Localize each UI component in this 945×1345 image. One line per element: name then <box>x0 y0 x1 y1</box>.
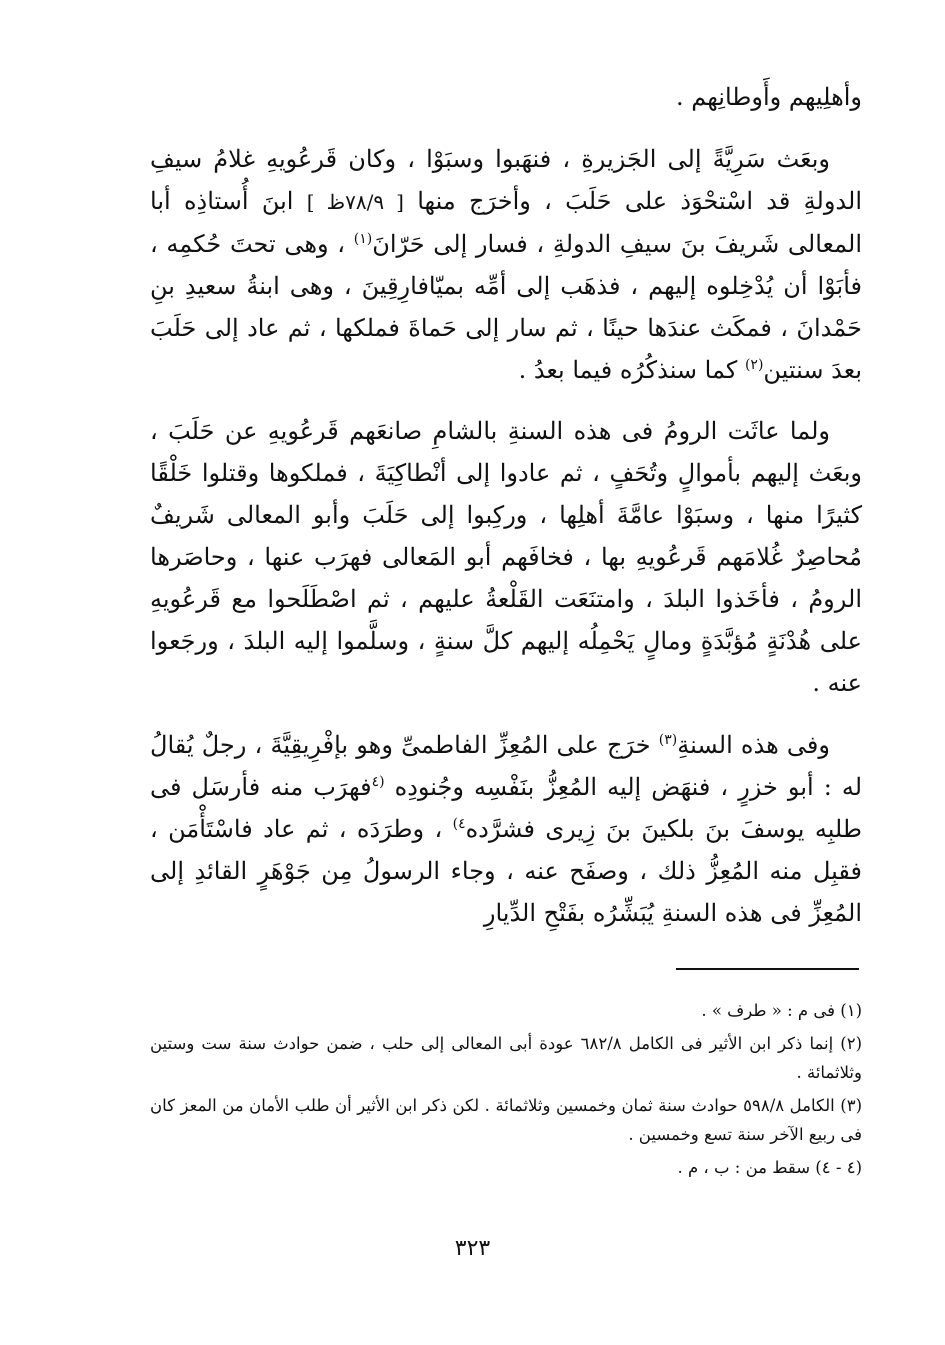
paragraph-3-text-c: فهرَب منه فأرسَل فى طلبِه يوسفَ بنَ بلكينَ بنَ زِيرى فشرَّده <box>150 773 862 843</box>
footnote-separator-rule <box>676 968 859 970</box>
paragraph-3-text-d: ، وطرَدَه ، ثم عاد فاسْتَأْمَن ، فقبِل منه المُعِزُّ ذلك ، وصفَح عنه ، وجاء الرسولُ مِن جَوْهَرٍ القائدِ إلى المُعِزِّ فى هذه السنةِ يُبَشِّرُه بفَتْحِ الدِّيارِ <box>150 815 862 927</box>
footnote-marker-2[interactable]: (٢) <box>744 357 764 373</box>
paragraph-1-text-a: وبعَث سَرِيَّةً إلى الجَزيرةِ ، فنهَبوا وسبَوْا ، وكان قَرعُويهِ غلامُ سيفِ الدولةِ قد اسْتحْوَذ على حَلَبَ ، وأخرَج منها <box>150 145 862 215</box>
footnote-marker-4-close[interactable]: ٤) <box>452 816 466 832</box>
paragraph-1-text-d: كما سنذكُرُه فيما بعدُ . <box>518 356 738 384</box>
footnotes-section <box>150 996 862 1186</box>
paragraph-2: ولما عاثَت الرومُ فى هذه السنةِ بالشامِ صانعَهم قَرعُويهِ عن حَلَبَ ، وبعَث إليهم بأموالٍ وتُحَفٍ ، ثم عادوا إلى أنْطاكِيَةَ ، فملكوها وقتلوا خَلْقًا كثيرًا منها ، وسبَوْا عامَّةَ أهلِها ، وركِبوا إلى حَلَبَ وأبو المعالى شَريفٌ مُحاصِرٌ غُلامَهم قَرعُويهِ بها ، فخافَهم أبو المَعالى فهرَب عنها ، وحاصَرها الرومُ ، فأخَذوا البلدَ ، وامتنَعَت القَلْعةُ عليهم ، ثم اصْطَلَحوا مع قَرعُويهِ على هُدْنَةٍ مُؤبَّدَةٍ ومالٍ يَحْمِلُه إليهم كلَّ سنةٍ ، وسلَّموا إليه البلدَ ، ورجَعوا عنه . <box>150 417 863 697</box>
paragraph-1-text-c: ، وهى تحتَ حُكمِه ، فأبَوْا أن يُدْخِلوه إليهم ، فذهَب إلى أمِّه بميّافارِقِينَ ، وهى ابنةُ سعيدِ بنِ حَمْدانَ ، فمكَث عندَها حينًا ، ثم سار إلى حَماةَ فملكها ، ثم عاد إلى حَلَبَ بعدَ سنتين <box>150 230 862 384</box>
footnote-1: (١) فى م : « طرف » . <box>701 1001 862 1020</box>
paragraph-3-block <box>150 724 862 934</box>
footnote-marker-4-open[interactable]: (٤ <box>371 774 385 790</box>
page-number: ٣٢٣ <box>454 1236 491 1261</box>
footnote-marker-3[interactable]: (٣) <box>658 732 678 748</box>
paragraph-1-text-b: ابنَ أُستاذِه أبا المعالى شَريفَ بنَ سيفِ الدولةِ ، فسار إلى حَرّانَ <box>150 187 862 258</box>
paragraph-0: وأهلِيهم وأَوطانِهم . <box>676 83 862 111</box>
paragraph-continuation <box>150 76 862 118</box>
paragraph-3-text-b: خرَج على المُعِزِّ الفاطمىِّ وهو بإفْرِيقِيَّةَ ، رجلٌ يُقالُ له : أبو خزرٍ ، فنهَض إليه المُعِزُّ بنَفْسِه وجُنودِه <box>150 731 863 801</box>
footnote-marker-1[interactable]: (١) <box>353 231 373 247</box>
manuscript-folio-reference: [ ٧٨/٩ظ ] <box>306 190 404 214</box>
paragraph-1 <box>150 138 862 391</box>
paragraph-3 <box>150 724 862 934</box>
paragraph-3-text-a: وفى هذه السنةِ <box>677 731 830 759</box>
footnote-3: (٣) الكامل ٥٩٨/٨ حوادث سنة ثمان وخمسين وثلاثمائة . لكن ذكر ابن الأثير أن طلب الأمان من المعز كان فى ربيع الآخر سنة تسع وخمسين . <box>150 1096 862 1144</box>
footnote-4: (٤ - ٤) سقط من : ب ، م . <box>677 1158 862 1177</box>
paragraph-2-block <box>150 410 862 704</box>
paragraph-1-block <box>150 138 862 391</box>
footnote-2: (٢) إنما ذكر ابن الأثير فى الكامل ٦٨٢/٨ عودة أبى المعالى إلى حلب ، ضمن حوادث سنة ست وستين وثلاثمائة . <box>150 1034 862 1082</box>
